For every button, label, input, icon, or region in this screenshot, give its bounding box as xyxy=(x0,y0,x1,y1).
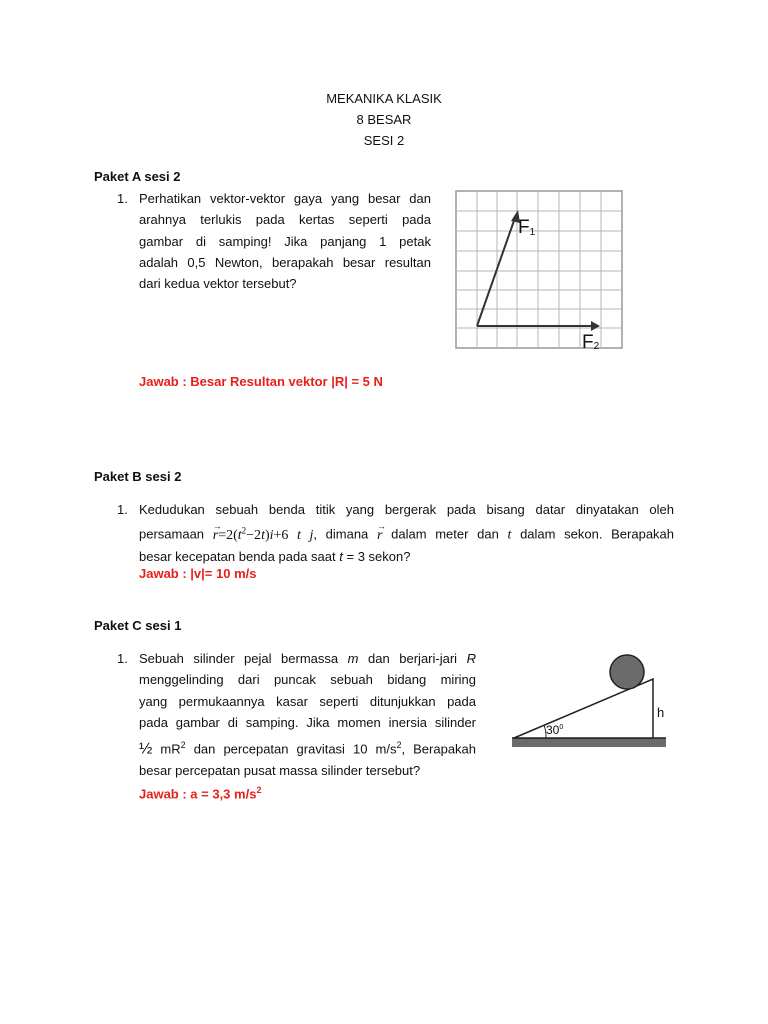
document-subtitle: 8 BESAR xyxy=(356,112,412,127)
question-line: besar percepatan pusat massa silinder tersebut? xyxy=(139,762,421,778)
question-line: pada gambar di samping. Jika momen inersia silinder xyxy=(139,714,476,730)
vector-f1-label: F1 xyxy=(518,217,536,238)
question-text-b xyxy=(139,499,674,568)
question-number-a: 1. xyxy=(117,191,128,206)
question-line: yang permukaannya kasar seperti ditunjukkan pada xyxy=(139,693,476,709)
solid-cylinder xyxy=(610,655,644,689)
question-line: ½ $mR^2$ dan percepatan gravitasi 10 $m/s^2$, Berapakah xyxy=(139,740,477,758)
question-text-a xyxy=(139,188,431,294)
angle-label: $30^0$ xyxy=(546,723,564,737)
answer-paket-a: Jawab : Besar Resultan vektor |R| = 5 N xyxy=(139,374,383,389)
question-line: menggelinding dari puncak sebuah bidang miring xyxy=(139,672,476,688)
document-session: SESI 2 xyxy=(363,133,405,148)
question-line: arahnya terlukis pada kertas seperti pada xyxy=(139,212,431,228)
question-number-c: 1. xyxy=(117,651,128,666)
vector-grid-figure xyxy=(455,190,623,350)
position-equation: → $r=2(t^2-2t)i+6$ t j xyxy=(213,528,314,543)
answer-paket-c: Jawab : a = 3,3 $m/s^2$ xyxy=(139,785,262,802)
question-line: besar kecepatan benda pada saat t = 3 sekon? xyxy=(139,549,411,565)
question-text-c xyxy=(139,648,476,781)
ground-surface xyxy=(512,738,666,747)
question-line: Perhatikan vektor-vektor gaya yang besar dan xyxy=(139,191,431,206)
section-heading-paket-a: Paket A sesi 2 xyxy=(94,169,181,184)
document-title: MEKANIKA KLASIK xyxy=(326,91,442,106)
document-header xyxy=(0,88,768,151)
question-line: gambar di samping! Jika panjang 1 petak xyxy=(139,233,431,249)
question-line: Sebuah silinder pejal bermassa m dan berjari-jari R xyxy=(139,651,476,666)
inclined-plane-figure xyxy=(508,650,670,760)
question-line: persamaan → $r=2(t^2-2t)i+6$ t j, dimana → r dalam meter dan t dalam sekon. Berapakah xyxy=(139,520,674,546)
section-heading-paket-b: Paket B sesi 2 xyxy=(94,469,182,484)
height-label: h xyxy=(657,705,665,720)
question-line: dari kedua vektor tersebut? xyxy=(139,276,297,292)
vector-f2-label: F2 xyxy=(582,332,600,350)
question-line: adalah 0,5 Newton, berapakah besar resultan xyxy=(139,254,431,270)
section-heading-paket-c: Paket C sesi 1 xyxy=(94,618,182,633)
question-line: Kedudukan sebuah benda titik yang bergerak pada bisang datar dinyatakan oleh xyxy=(139,502,674,517)
answer-paket-b: Jawab : |v|= 10 m/s xyxy=(139,566,257,581)
question-number-b: 1. xyxy=(117,502,128,517)
